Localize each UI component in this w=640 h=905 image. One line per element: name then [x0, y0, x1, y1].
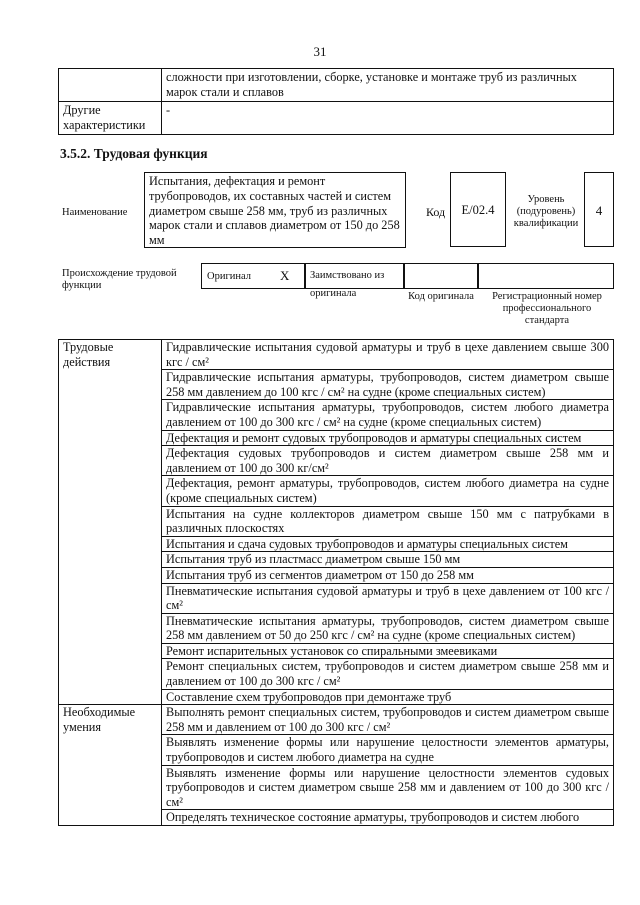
labor-function-table: [58, 339, 614, 826]
borrowed-label: Заимствовано из оригинала: [310, 270, 385, 299]
origin-label: Происхождение трудовой функции: [62, 268, 177, 291]
labor-action-item: Дефектация и ремонт судовых трубопроводов и арматуры специальных систем: [162, 430, 614, 446]
page-number: 31: [313, 44, 327, 59]
skill-label: Необходимые умения: [59, 705, 162, 826]
skill-item: Выявлять изменение формы или нарушение целостности элементов судовых трубопроводов и систем диаметром свыше 258 мм и давлением от 100 до 300 кгс / см²: [162, 765, 614, 810]
registration-number-box: [478, 263, 614, 289]
registration-number-caption: Регистрационный номер профессионального стандарта: [492, 291, 602, 326]
skill-item: Выявлять изменение формы или нарушение целостности элементов арматуры, трубопроводов и систем любого диаметра на судне: [162, 735, 614, 765]
characteristics-continuation: сложности при изготовлении, сборке, установке и монтаже труб из различных марок стали и сплавов: [162, 69, 614, 102]
empty-cell: [59, 69, 162, 102]
labor-action-item: Пневматические испытания судовой арматуры и труб в цехе давлением от 100 кгс / см²: [162, 583, 614, 613]
code-label: Код: [426, 205, 446, 219]
labor-action-item: Ремонт испарительных установок со спиральными змеевиками: [162, 643, 614, 659]
table-row: [59, 705, 614, 735]
code-value-box: E/02.4: [450, 172, 506, 247]
name-label: Наименование: [62, 207, 128, 218]
labor-action-item: Составление схем трубопроводов при демонтаже труб: [162, 689, 614, 705]
original-box: [201, 263, 305, 289]
labor-action-item: Пневматические испытания арматуры, трубопроводов, систем диаметром свыше 258 мм давлением от 50 до 250 кгс / см² на судне (кроме специальных систем): [162, 613, 614, 643]
table-row: [59, 102, 614, 135]
labor-action-item: Гидравлические испытания судовой арматуры и труб в цехе давлением свыше 300 кгс / см²: [162, 340, 614, 370]
original-code-caption: Код оригинала: [408, 291, 474, 302]
labor-action-item: Дефектация, ремонт арматуры, трубопроводов, систем любого диаметра на судне (кроме специальных систем): [162, 476, 614, 506]
labor-action-item: Испытания и сдача судовых трубопроводов и арматуры специальных систем: [162, 536, 614, 552]
original-code-box: [404, 263, 478, 289]
labor-action-item: Гидравлические испытания арматуры, трубопроводов, систем диаметром свыше 258 мм давлением до 100 кгс / см² на судне (кроме специальных систем): [162, 370, 614, 400]
qualification-level-label: Уровень (подуровень) квалификации: [513, 194, 579, 229]
labor-action-item: Дефектация судовых трубопроводов и систем диаметром свыше 258 мм и давлением от 100 до 300 кг/см²: [162, 446, 614, 476]
original-label: Оригинал: [207, 271, 251, 282]
original-mark: X: [280, 268, 290, 283]
skill-item: Определять техническое состояние арматуры, трубопроводов и систем любого: [162, 810, 614, 826]
borrowed-box: [305, 263, 404, 299]
skill-item: Выполнять ремонт специальных систем, трубопроводов и систем диаметром свыше 258 мм и давлением от 100 до 300 кгс / см²: [162, 705, 614, 735]
labor-action-item: Ремонт специальных систем, трубопроводов и систем диаметром свыше 258 мм и давлением от 100 до 300 кгс / см²: [162, 659, 614, 689]
table-row: [59, 340, 614, 370]
section-title: 3.5.2. Трудовая функция: [60, 146, 208, 161]
labor-action-item: Испытания труб из сегментов диаметром от 150 до 258 мм: [162, 567, 614, 583]
qualification-level-box: 4: [584, 172, 614, 247]
table-row: [59, 69, 614, 102]
characteristics-table: [58, 68, 614, 135]
other-characteristics-label: Другие характеристики: [59, 102, 162, 135]
labor-action-item: Гидравлические испытания арматуры, трубопроводов, систем любого диаметра давлением от 100 до 300 кгс / см² на судне (кроме специальных систем): [162, 400, 614, 430]
function-name-box: Испытания, дефектация и ремонт трубопроводов, их составных частей и систем диаметром свыше 258 мм, труб из различных марок стали и сплавов диаметром от 150 до 258 мм: [144, 172, 406, 248]
other-characteristics-value: -: [162, 102, 614, 135]
labor-action-item: Испытания труб из пластмасс диаметром свыше 150 мм: [162, 552, 614, 568]
labor-action-label: Трудовые действия: [59, 340, 162, 705]
labor-action-item: Испытания на судне коллекторов диаметром свыше 150 мм с патрубками в различных плоскостях: [162, 506, 614, 536]
